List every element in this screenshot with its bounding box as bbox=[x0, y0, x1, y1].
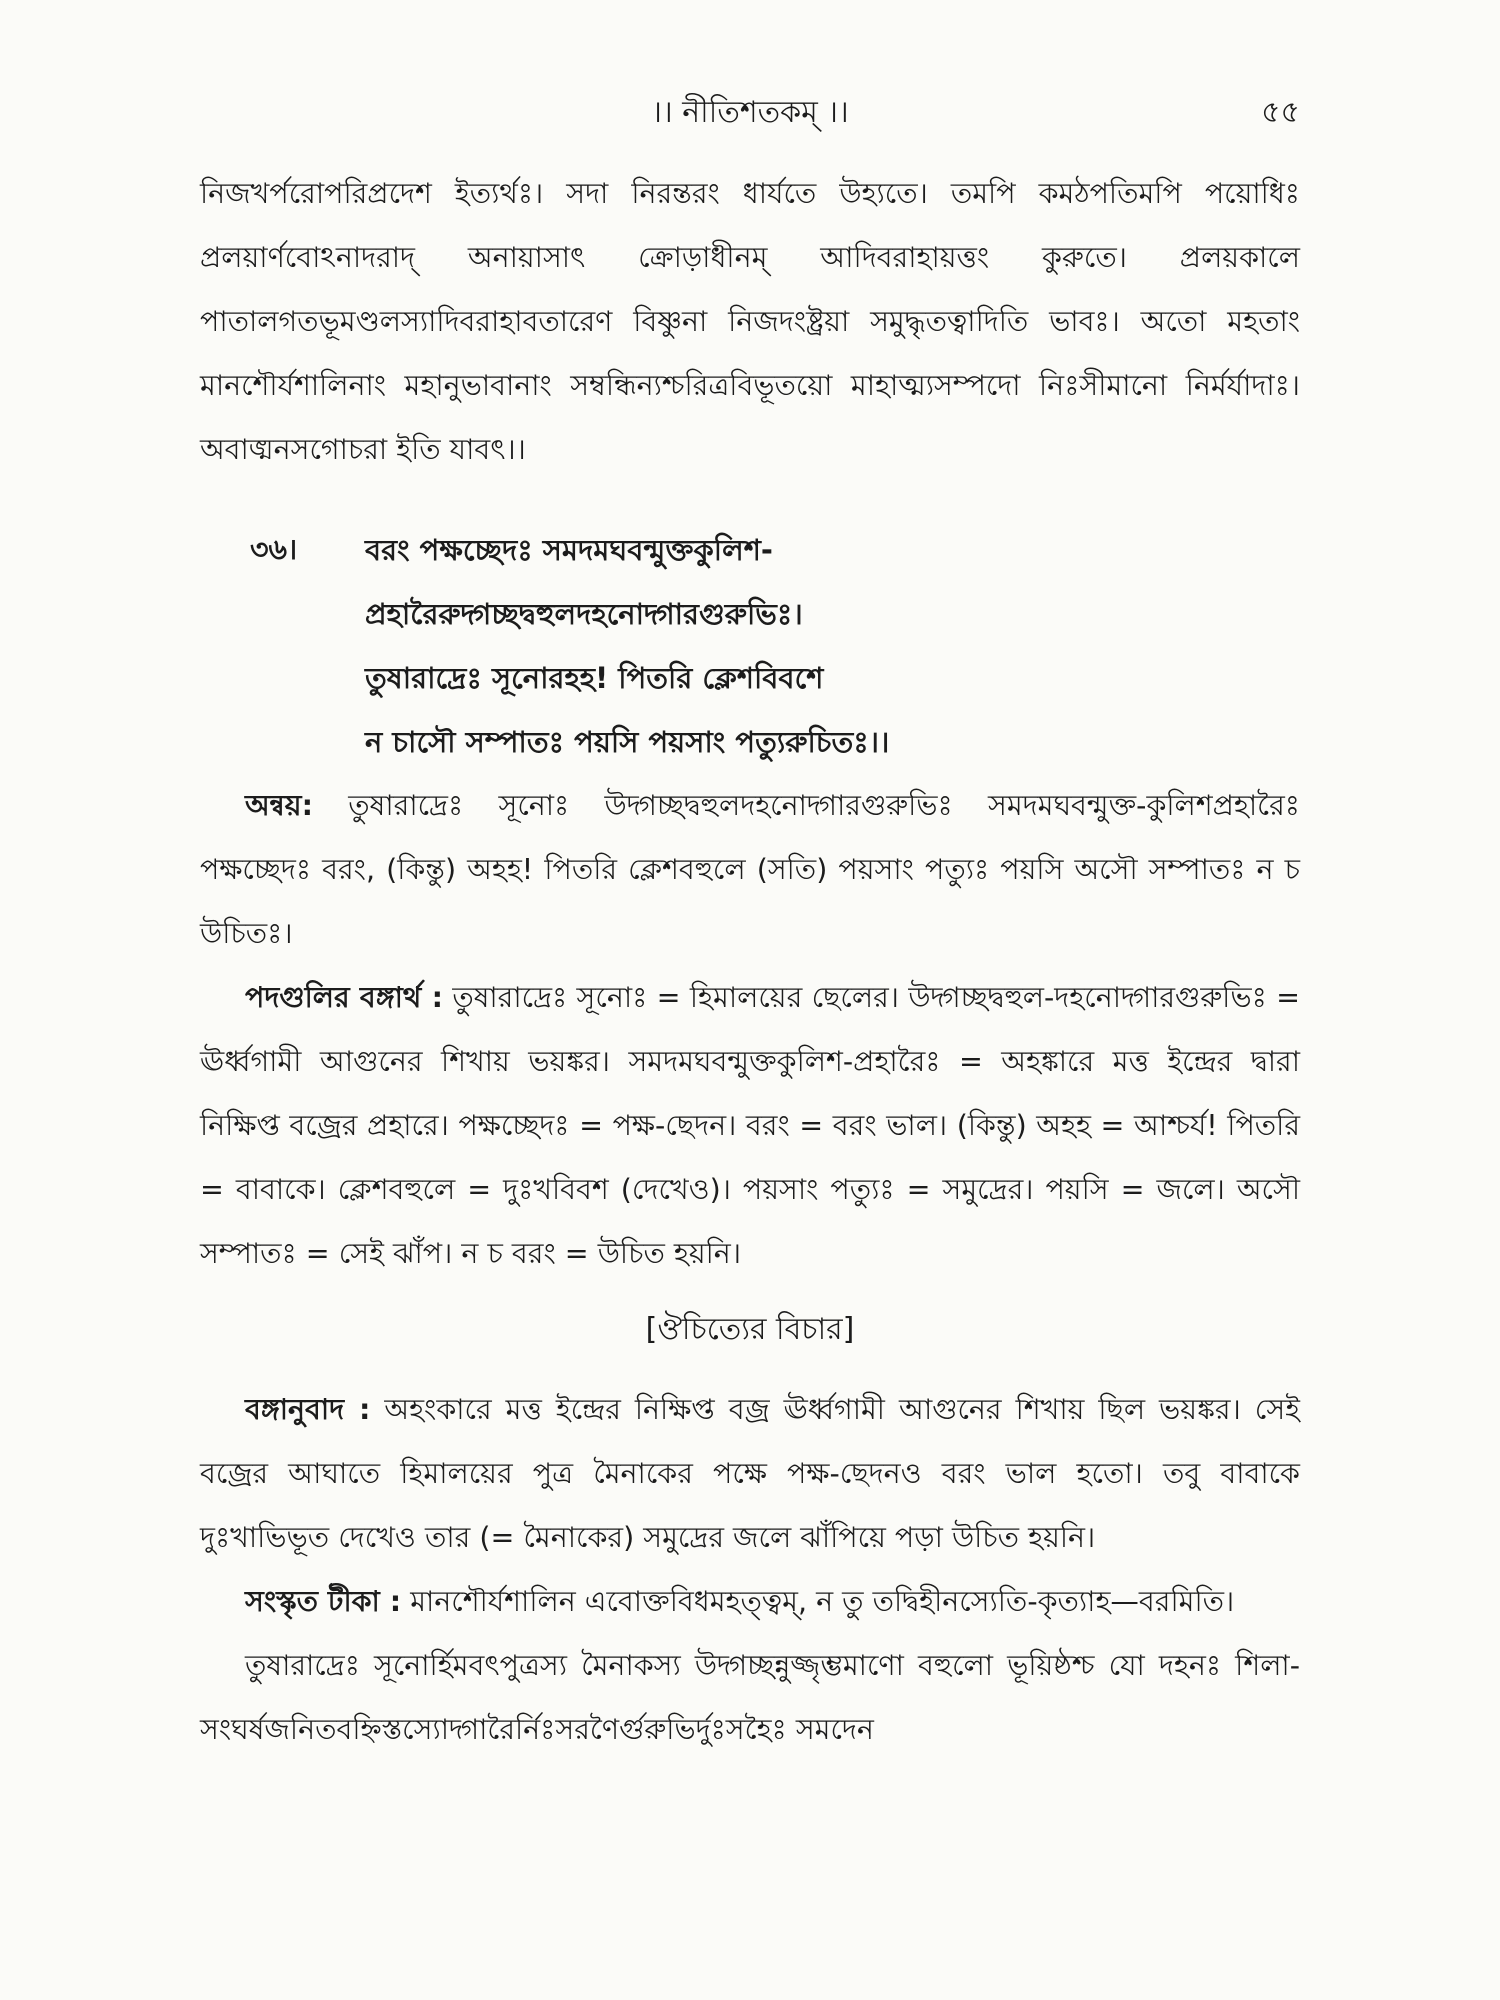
page-header bbox=[0, 88, 1500, 138]
commentary-paragraph: নিজখর্পরোপরিপ্রদেশ ইত্যর্থঃ। সদা নিরন্তরং ধার্যতে উহ্যতে। তমপি কমঠপতিমপি পয়োধিঃ প্রলয়ার্ণবোঽনাদরাদ্ অনায়াসাৎ ক্রোড়াধীনম্ আদিবরাহায়ত্তং কুরুতে। প্রলয়কালে পাতালগতভূমণ্ডলস্যাদিবরাহাবতারেণ বিষ্ণুনা নিজদংষ্ট্রয়া সমুদ্ধৃতত্বাদিতি ভাবঃ। অতো মহতাং মানশৌর্যশালিনাং মহানুভাবানাং সম্বন্ধিন্যশ্চরিত্রবিভূতয়ো মাহাত্ম্যসম্পদো নিঃসীমানো নির্মর্যাদাঃ। অবাঙ্মনসগোচরা ইতি যাবৎ।। bbox=[200, 177, 1300, 466]
sanskrit-tika-paragraph bbox=[200, 1570, 1300, 1634]
final-paragraph: তুষারাদ্রেঃ সূনোর্হিমবৎপুত্রস্য মৈনাকস্য উদ্গচ্ছন্নুজ্জৃম্ভমাণো বহুলো ভূয়িষ্ঠশ্চ যো দহনঃ শিলা-সংঘর্ষজনিতবহ্নিস্তস্যোদ্গারৈর্নিঃসরণৈর্গুরুভির্দুঃসহৈঃ সমদেন bbox=[200, 1649, 1300, 1746]
section-heading: [ঔচিত্যের বিচার] bbox=[645, 1312, 855, 1347]
page-number: ৫৫ bbox=[1261, 95, 1300, 130]
sanskrit-tika-text: মানশৌর্যশালিন এবোক্তবিধমহত্ত্বম্, ন তু তদ্বিহীনস্যেতি-কৃত্যাহ—বরমিতি। bbox=[401, 1585, 1235, 1618]
anvaya-paragraph bbox=[200, 774, 1300, 966]
verse-line: বরং পক্ষচ্ছেদঃ সমদমঘবন্মুক্তকুলিশ- bbox=[365, 533, 773, 567]
translation-label: বঙ্গানুবাদ : bbox=[245, 1393, 371, 1426]
verse-line: ন চাসৌ সম্পাতঃ পয়সি পয়সাং পত্যুরুচিতঃ।। bbox=[365, 725, 890, 759]
anvaya-label: অন্বয়: bbox=[245, 789, 313, 822]
verse-line: তুষারাদ্রেঃ সূনোরহহ! পিতরি ক্লেশবিবশে bbox=[365, 661, 824, 695]
word-meanings-label: পদগুলির বঙ্গার্থ : bbox=[245, 981, 443, 1014]
translation-paragraph bbox=[200, 1378, 1300, 1570]
verse-line: প্রহারৈরুদ্গচ্ছদ্বহুলদহনোদ্গারগুরুভিঃ। bbox=[365, 597, 803, 631]
sanskrit-tika-label: সংস্কৃত টীকা : bbox=[245, 1585, 402, 1618]
verse-block bbox=[200, 518, 1300, 774]
word-meanings-text: তুষারাদ্রেঃ সূনোঃ = হিমালয়ের ছেলের। উদ্গচ্ছদ্বহুল-দহনোদ্গারগুরুভিঃ = ঊর্ধ্বগামী আগুনের শিখায় ভয়ঙ্কর। সমদমঘবন্মুক্তকুলিশ-প্রহারৈঃ = অহঙ্কারে মত্ত ইন্দ্রের দ্বারা নিক্ষিপ্ত বজ্রের প্রহারে। পক্ষচ্ছেদঃ = পক্ষ-ছেদন। বরং = বরং ভাল। (কিন্তু) অহহ = আশ্চর্য! পিতরি = বাবাকে। ক্লেশবহুলে = দুঃখবিবশ (দেখেও)। পয়সাং পত্যুঃ = সমুদ্রের। পয়সি = জলে। অসৌ সম্পাতঃ = সেই ঝাঁপ। ন চ বরং = উচিত হয়নি। bbox=[200, 981, 1300, 1270]
word-meanings-paragraph bbox=[200, 966, 1300, 1286]
anvaya-text: তুষারাদ্রেঃ সূনোঃ উদ্গচ্ছদ্বহুলদহনোদ্গারগুরুভিঃ সমদমঘবন্মুক্ত-কুলিশপ্রহারৈঃ পক্ষচ্ছেদঃ বরং, (কিন্তু) অহহ! পিতরি ক্লেশবহুলে (সতি) পয়সাং পত্যুঃ পয়সি অসৌ সম্পাতঃ ন চ উচিতঃ। bbox=[200, 789, 1300, 950]
page-body bbox=[200, 162, 1300, 1762]
verse-number: ৩৬। bbox=[250, 533, 298, 566]
translation-text: অহংকারে মত্ত ইন্দ্রের নিক্ষিপ্ত বজ্র ঊর্ধ্বগামী আগুনের শিখায় ছিল ভয়ঙ্কর। সেই বজ্রের আঘাতে হিমালয়ের পুত্র মৈনাকের পক্ষে পক্ষ-ছেদনও বরং ভাল হতো। তবু বাবাকে দুঃখাভিভূত দেখেও তার (= মৈনাকের) সমুদ্রের জলে ঝাঁপিয়ে পড়া উচিত হয়নি। bbox=[200, 1393, 1300, 1554]
running-title: ।। নীতিশতকম্ ।। bbox=[651, 95, 849, 130]
